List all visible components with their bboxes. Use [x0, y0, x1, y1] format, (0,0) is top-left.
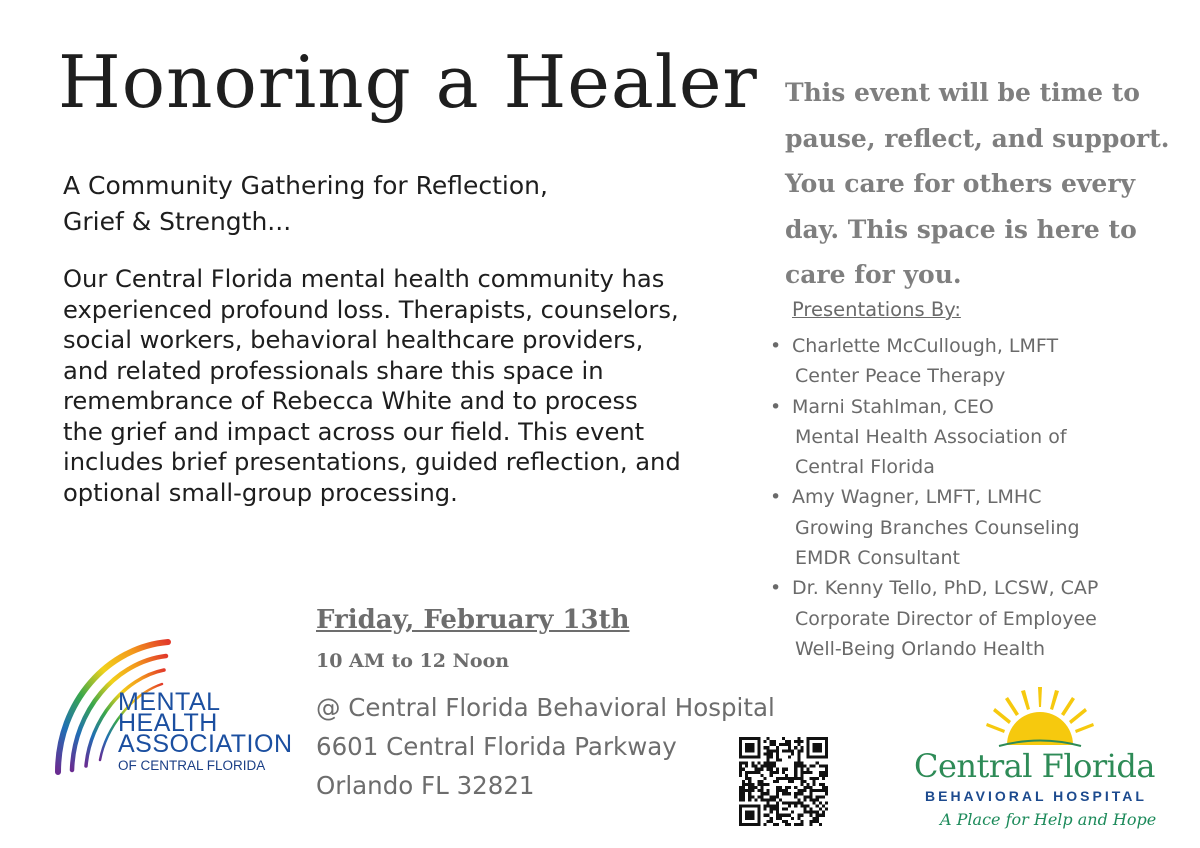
venue-line: @ Central Florida Behavioral Hospital [316, 693, 775, 722]
presenter-detail: Corporate Director of Employee [795, 607, 1097, 630]
intro-line: day. This space is here to [785, 214, 1137, 244]
description-line: remembrance of Rebecca White and to process [63, 387, 638, 415]
presenter-name: • Amy Wagner, LMFT, LMHC [792, 486, 1042, 509]
presenter-item [770, 392, 1170, 483]
presenter-list [770, 331, 1170, 664]
mha-logo-line: HEALTH [118, 709, 218, 737]
presentations-heading: Presentations By: [792, 298, 961, 321]
presenter-detail: Central Florida [795, 456, 935, 479]
presenter-detail: EMDR Consultant [795, 547, 961, 570]
presenter-detail: Center Peace Therapy [795, 365, 1006, 388]
description-line: and related professionals share this space in [63, 356, 604, 385]
subtitle-line: Grief & Strength... [63, 207, 292, 236]
cf-logo-tagline: A Place for Help and Hope [940, 810, 1157, 829]
intro-line: pause, reflect, and support. [785, 123, 1170, 153]
presenter-name: • Marni Stahlman, CEO [792, 395, 994, 418]
description-line: social workers, behavioral healthcare providers, [63, 326, 644, 354]
presenter-name: • Charlette McCullough, LMFT [792, 335, 1059, 357]
subtitle [63, 168, 623, 240]
description-line: experienced profound loss. Therapists, counselors, [63, 295, 679, 324]
subtitle-line: A Community Gathering for Reflection, [63, 171, 548, 200]
event-time: 10 AM to 12 Noon [316, 650, 510, 672]
cf-logo-name: Central Florida [914, 747, 1155, 785]
sun-icon [985, 685, 1095, 747]
mha-logo-line: MENTAL [118, 688, 221, 716]
qr-code-icon[interactable] [739, 737, 828, 826]
presenter-name: • Dr. Kenny Tello, PhD, LCSW, CAP [792, 577, 1099, 600]
intro-line: You care for others every [785, 169, 1136, 198]
event-date: Friday, February 13th [316, 605, 630, 635]
intro-line: This event will be time to [785, 78, 1140, 107]
presenter-detail: Growing Branches Counseling [795, 516, 1080, 539]
event-description [63, 264, 733, 508]
description-line: Our Central Florida mental health community has [63, 265, 665, 293]
mha-logo-sub: OF CENTRAL FLORIDA [118, 758, 266, 773]
presenter-detail: Mental Health Association of [795, 425, 1067, 448]
intro-statement [785, 70, 1190, 298]
mha-logo-line: ASSOCIATION [118, 730, 293, 758]
description-line: includes brief presentations, guided reflection, and [63, 448, 681, 476]
page-title: Honoring a Healer [58, 40, 758, 124]
presenter-detail: Well-Being Orlando Health [795, 637, 1046, 660]
description-line: optional small-group processing. [63, 478, 458, 507]
cf-logo-sub: BEHAVIORAL HOSPITAL [925, 788, 1147, 804]
venue-line: Orlando FL 32821 [316, 771, 535, 800]
presenter-item [770, 482, 1170, 573]
presenter-item [770, 573, 1170, 664]
mha-logo-text [118, 688, 293, 773]
description-line: the grief and impact across our field. This event [63, 417, 645, 446]
intro-line: care for you. [785, 260, 962, 289]
event-venue [316, 688, 775, 805]
venue-line: 6601 Central Florida Parkway [316, 732, 677, 761]
presenter-item [770, 331, 1170, 392]
